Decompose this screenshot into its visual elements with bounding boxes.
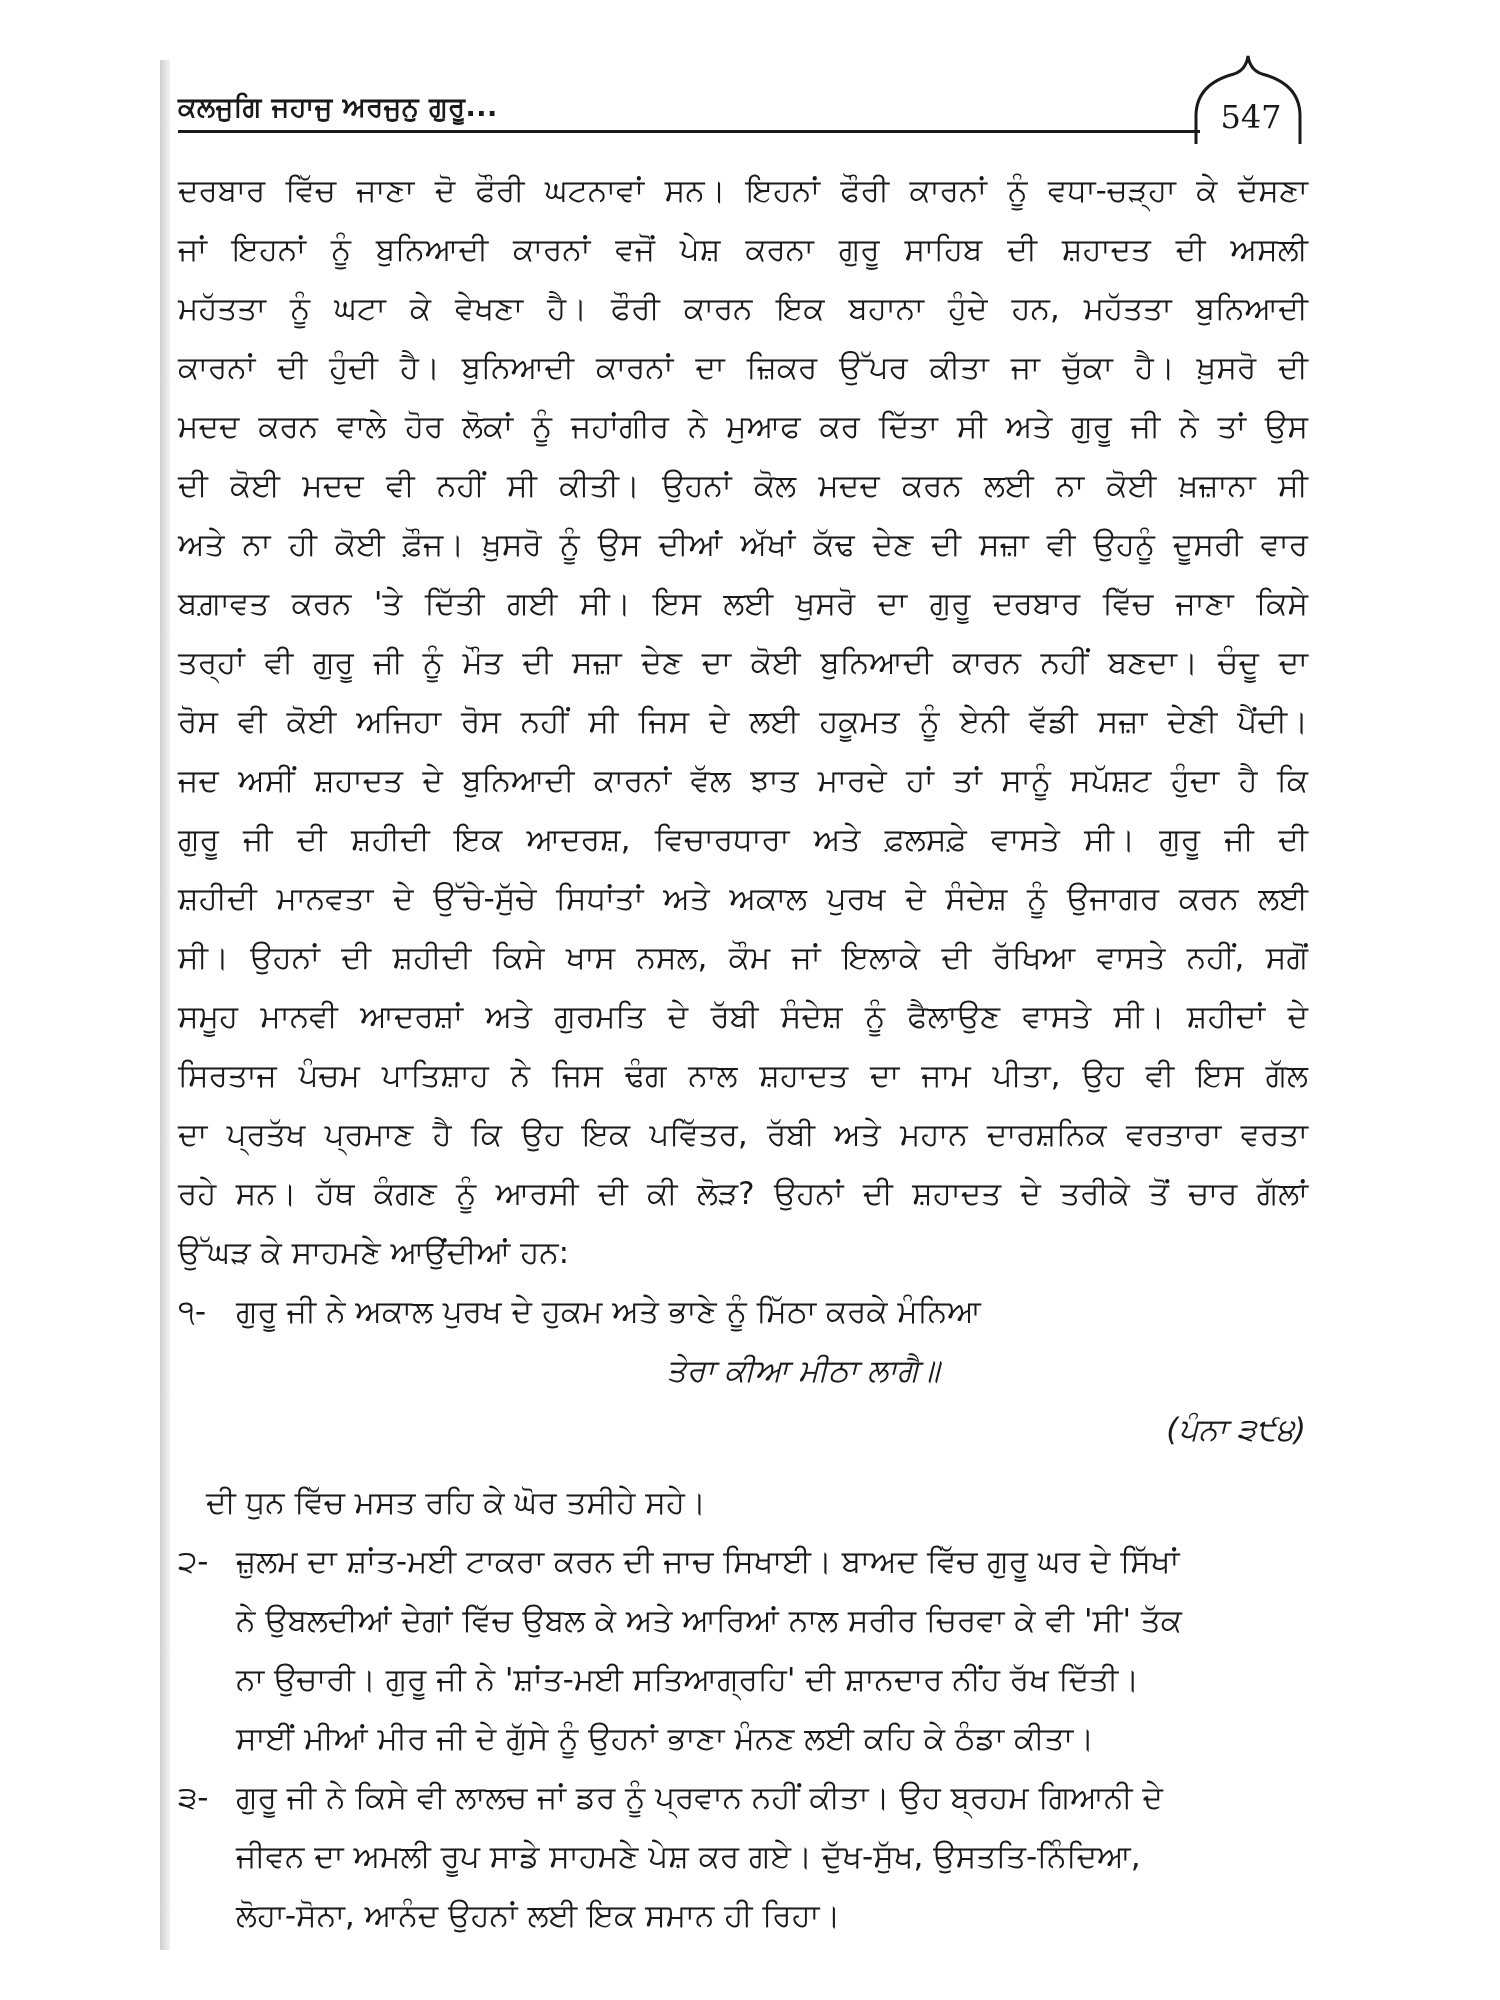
body-line: ਰਹੇ ਸਨ। ਹੱਥ ਕੰਗਣ ਨੂੰ ਆਰਸੀ ਦੀ ਕੀ ਲੋੜ? ਉਹਨਾਂ ਦੀ ਸ਼ਹਾਦਤ ਦੇ ਤਰੀਕੇ ਤੋਂ ਚਾਰ ਗੱਲਾਂ <box>178 1176 1308 1212</box>
body-line: ਗੁਰੂ ਜੀ ਦੀ ਸ਼ਹੀਦੀ ਇਕ ਆਦਰਸ਼, ਵਿਚਾਰਧਾਰਾ ਅਤੇ ਫ਼ਲਸਫ਼ੇ ਵਾਸਤੇ ਸੀ। ਗੁਰੂ ਜੀ ਦੀ <box>178 822 1308 858</box>
list-item-line: ਗੁਰੂ ਜੀ ਨੇ ਕਿਸੇ ਵੀ ਲਾਲਚ ਜਾਂ ਡਰ ਨੂੰ ਪ੍ਰਵਾਨ ਨਹੀਂ ਕੀਤਾ। ਉਹ ਬ੍ਰਹਮ ਗਿਆਨੀ ਦੇ <box>236 1780 1163 1816</box>
body-line: ਤਰ੍ਹਾਂ ਵੀ ਗੁਰੂ ਜੀ ਨੂੰ ਮੌਤ ਦੀ ਸਜ਼ਾ ਦੇਣ ਦਾ ਕੋਈ ਬੁਨਿਆਦੀ ਕਾਰਨ ਨਹੀਂ ਬਣਦਾ। ਚੰਦੂ ਦਾ <box>178 645 1308 681</box>
body-line: ਦੀ ਕੋਈ ਮਦਦ ਵੀ ਨਹੀਂ ਸੀ ਕੀਤੀ। ਉਹਨਾਂ ਕੋਲ ਮਦਦ ਕਰਨ ਲਈ ਨਾ ਕੋਈ ਖ਼ਜ਼ਾਨਾ ਸੀ <box>178 468 1308 504</box>
list-item-line: ਜ਼ੁਲਮ ਦਾ ਸ਼ਾਂਤ-ਮਈ ਟਾਕਰਾ ਕਰਨ ਦੀ ਜਾਚ ਸਿਖਾਈ। ਬਾਅਦ ਵਿੱਚ ਗੁਰੂ ਘਰ ਦੇ ਸਿੱਖਾਂ <box>236 1544 1180 1580</box>
body-line: ਜਦ ਅਸੀਂ ਸ਼ਹਾਦਤ ਦੇ ਬੁਨਿਆਦੀ ਕਾਰਨਾਂ ਵੱਲ ਝਾਤ ਮਾਰਦੇ ਹਾਂ ਤਾਂ ਸਾਨੂੰ ਸਪੱਸ਼ਟ ਹੁੰਦਾ ਹੈ ਕਿ <box>178 763 1308 799</box>
list-item-line: ਜੀਵਨ ਦਾ ਅਮਲੀ ਰੂਪ ਸਾਡੇ ਸਾਹਮਣੇ ਪੇਸ਼ ਕਰ ਗਏ। ਦੁੱਖ-ਸੁੱਖ, ਉਸਤਤਿ-ਨਿੰਦਿਆ, <box>236 1839 1141 1875</box>
body-line: ਅਤੇ ਨਾ ਹੀ ਕੋਈ ਫ਼ੌਜ। ਖ਼ੁਸਰੋ ਨੂੰ ਉਸ ਦੀਆਂ ਅੱਖਾਂ ਕੱਢ ਦੇਣ ਦੀ ਸਜ਼ਾ ਵੀ ਉਹਨੂੰ ਦੂਸਰੀ ਵਾਰ <box>178 527 1308 563</box>
list-item-3 <box>178 1769 1308 1946</box>
body-line: ਮਹੱਤਤਾ ਨੂੰ ਘਟਾ ਕੇ ਵੇਖਣਾ ਹੈ। ਫੌਰੀ ਕਾਰਨ ਇਕ ਬਹਾਨਾ ਹੁੰਦੇ ਹਨ, ਮਹੱਤਤਾ ਬੁਨਿਆਦੀ <box>178 291 1308 327</box>
body-line: ਰੋਸ ਵੀ ਕੋਈ ਅਜਿਹਾ ਰੋਸ ਨਹੀਂ ਸੀ ਜਿਸ ਦੇ ਲਈ ਹਕੂਮਤ ਨੂੰ ਏਨੀ ਵੱਡੀ ਸਜ਼ਾ ਦੇਣੀ ਪੈਂਦੀ। <box>178 704 1308 740</box>
list-item-number: ੩- <box>178 1780 209 1816</box>
body-line: ਮਦਦ ਕਰਨ ਵਾਲੇ ਹੋਰ ਲੋਕਾਂ ਨੂੰ ਜਹਾਂਗੀਰ ਨੇ ਮੁਆਫ ਕਰ ਦਿੱਤਾ ਸੀ ਅਤੇ ਗੁਰੂ ਜੀ ਨੇ ਤਾਂ ਉਸ <box>178 409 1308 445</box>
list-item-line: ਸਾਈਂ ਮੀਆਂ ਮੀਰ ਜੀ ਦੇ ਗੁੱਸੇ ਨੂੰ ਉਹਨਾਂ ਭਾਣਾ ਮੰਨਣ ਲਈ ਕਹਿ ਕੇ ਠੰਡਾ ਕੀਤਾ। <box>236 1721 1095 1757</box>
spacer <box>178 1460 1308 1474</box>
list-item-body <box>236 1769 1163 1946</box>
list-item-2 <box>178 1533 1308 1769</box>
list-item-line: ਨੇ ਉਬਲਦੀਆਂ ਦੇਗਾਂ ਵਿੱਚ ਉਬਲ ਕੇ ਅਤੇ ਆਰਿਆਂ ਨਾਲ ਸਰੀਰ ਚਿਰਵਾ ਕੇ ਵੀ 'ਸੀ' ਤੱਕ <box>236 1603 1182 1639</box>
body-line: ਉੱਘੜ ਕੇ ਸਾਹਮਣੇ ਆਉਂਦੀਆਂ ਹਨ: <box>178 1235 570 1271</box>
page-number: 547 <box>1220 98 1282 136</box>
scripture-quote: ਤੇਰਾ ਕੀਆ ਮੀਠਾ ਲਾਗੈ॥ <box>666 1353 940 1389</box>
body-line: ਸਿਰਤਾਜ ਪੰਚਮ ਪਾਤਿਸ਼ਾਹ ਨੇ ਜਿਸ ਢੰਗ ਨਾਲ ਸ਼ਹਾਦਤ ਦਾ ਜਾਮ ਪੀਤਾ, ਉਹ ਵੀ ਇਸ ਗੱਲ <box>178 1058 1308 1094</box>
list-item-continuation: ਦੀ ਧੁਨ ਵਿੱਚ ਮਸਤ ਰਹਿ ਕੇ ਘੋਰ ਤਸੀਹੇ ਸਹੇ। <box>206 1485 706 1521</box>
running-header-title: ਕਲਜੁਗਿ ਜਹਾਜੁ ਅਰਜੁਨੁ ਗੁਰੂ... <box>178 92 498 123</box>
list-item-number: ੧- <box>178 1294 207 1330</box>
list-item-1 <box>178 1283 1308 1342</box>
list-item-text: ਗੁਰੂ ਜੀ ਨੇ ਅਕਾਲ ਪੁਰਖ ਦੇ ਹੁਕਮ ਅਤੇ ਭਾਣੇ ਨੂੰ ਮਿੱਠਾ ਕਰਕੇ ਮੰਨਿਆ <box>236 1294 981 1330</box>
body-line: ਦਾ ਪ੍ਰਤੱਖ ਪ੍ਰਮਾਣ ਹੈ ਕਿ ਉਹ ਇਕ ਪਵਿੱਤਰ, ਰੱਬੀ ਅਤੇ ਮਹਾਨ ਦਾਰਸ਼ਨਿਕ ਵਰਤਾਰਾ ਵਰਤਾ <box>178 1117 1308 1153</box>
body-line: ਸਮੂਹ ਮਾਨਵੀ ਆਦਰਸ਼ਾਂ ਅਤੇ ਗੁਰਮਤਿ ਦੇ ਰੱਬੀ ਸੰਦੇਸ਼ ਨੂੰ ਫੈਲਾਉਣ ਵਾਸਤੇ ਸੀ। ਸ਼ਹੀਦਾਂ ਦੇ <box>178 999 1308 1035</box>
scripture-citation: (ਪੰਨਾ ੩੯੪) <box>1166 1412 1306 1448</box>
body-line: ਦਰਬਾਰ ਵਿੱਚ ਜਾਣਾ ਦੋ ਫੌਰੀ ਘਟਨਾਵਾਂ ਸਨ। ਇਹਨਾਂ ਫੌਰੀ ਕਾਰਨਾਂ ਨੂੰ ਵਧਾ-ਚੜ੍ਹਾ ਕੇ ਦੱਸਣਾ <box>178 173 1308 209</box>
body-line: ਸ਼ਹੀਦੀ ਮਾਨਵਤਾ ਦੇ ਉੱਚੇ-ਸੁੱਚੇ ਸਿਧਾਂਤਾਂ ਅਤੇ ਅਕਾਲ ਪੁਰਖ ਦੇ ਸੰਦੇਸ਼ ਨੂੰ ਉਜਾਗਰ ਕਰਨ ਲਈ <box>178 881 1308 917</box>
list-item-number: ੨- <box>178 1544 209 1580</box>
body-line: ਸੀ। ਉਹਨਾਂ ਦੀ ਸ਼ਹੀਦੀ ਕਿਸੇ ਖਾਸ ਨਸਲ, ਕੌਮ ਜਾਂ ਇਲਾਕੇ ਦੀ ਰੱਖਿਆ ਵਾਸਤੇ ਨਹੀਂ, ਸਗੋਂ <box>178 940 1308 976</box>
body-line: ਬਗ਼ਾਵਤ ਕਰਨ 'ਤੇ ਦਿੱਤੀ ਗਈ ਸੀ। ਇਸ ਲਈ ਖੁਸਰੋ ਦਾ ਗੁਰੂ ਦਰਬਾਰ ਵਿੱਚ ਜਾਣਾ ਕਿਸੇ <box>178 586 1308 622</box>
list-item-line: ਨਾ ਉਚਾਰੀ। ਗੁਰੂ ਜੀ ਨੇ 'ਸ਼ਾਂਤ-ਮਈ ਸਤਿਆਗ੍ਰਹਿ' ਦੀ ਸ਼ਾਨਦਾਰ ਨੀਂਹ ਰੱਖ ਦਿੱਤੀ। <box>236 1662 1140 1698</box>
list-item-line: ਲੋਹਾ-ਸੋਨਾ, ਆਨੰਦ ਉਹਨਾਂ ਲਈ ਇਕ ਸਮਾਨ ਹੀ ਰਿਹਾ। <box>236 1898 841 1934</box>
body-text <box>178 162 1308 1946</box>
body-line: ਕਾਰਨਾਂ ਦੀ ਹੁੰਦੀ ਹੈ। ਬੁਨਿਆਦੀ ਕਾਰਨਾਂ ਦਾ ਜ਼ਿਕਰ ਉੱਪਰ ਕੀਤਾ ਜਾ ਚੁੱਕਾ ਹੈ। ਖ਼ੁਸਰੋ ਦੀ <box>178 350 1308 386</box>
body-line: ਜਾਂ ਇਹਨਾਂ ਨੂੰ ਬੁਨਿਆਦੀ ਕਾਰਨਾਂ ਵਜੋਂ ਪੇਸ਼ ਕਰਨਾ ਗੁਰੂ ਸਾਹਿਬ ਦੀ ਸ਼ਹਾਦਤ ਦੀ ਅਸਲੀ <box>178 232 1308 268</box>
page-gutter-shadow <box>160 60 170 1950</box>
header-rule <box>178 130 1200 133</box>
list-item-body <box>236 1533 1182 1769</box>
